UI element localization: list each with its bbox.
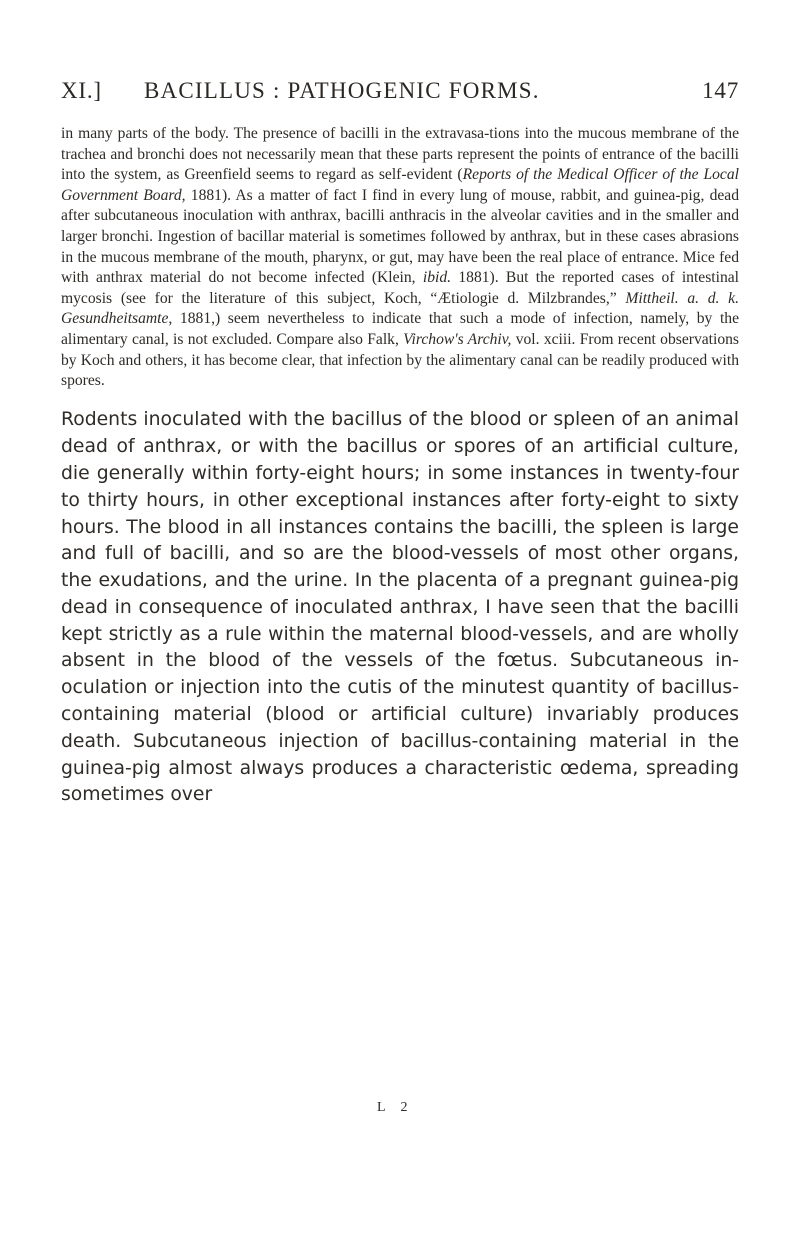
page-header (61, 74, 739, 114)
reference-mittheil: Mittheil. a. d. k. Gesundheitsamte, (61, 289, 739, 328)
chapter-number: XI.] (61, 78, 102, 103)
small-print-paragraph (61, 124, 739, 392)
reference-reports: Reports of the Medical Officer of the Local Government Board, (61, 166, 739, 204)
small-print-text-4: 1881,) seem nevertheless to indicate that such a mode of infection, namely, by the alimentary canal, is not excluded. Compare also Falk, (61, 310, 739, 348)
small-print-text-2: 1881). As a matter of fact I find in every lung of mouse, rabbit, and guinea-pig, dead after subcutaneous inoculation with anthrax, bacilli anthracis in the alveolar cavities and in the smaller and larger bronchi. Ingestion of bacillar material is sometimes followed by anthrax, but in these cases abrasions in the mucous membrane of the mouth, pharynx, or gut, may have been the real place of entrance. Mice fed with anthrax material do not become infected (Klein, (61, 186, 739, 287)
small-print-text-5: vol. xciii. From recent observations by Koch and others, it has become clear, that infection by the alimentary canal can be readily produced with spores. (61, 330, 739, 390)
page-number: 147 (702, 78, 739, 103)
small-print-text-3: 1881). But the reported cases of intestinal mycosis (see for the literature of this subject, Koch, “Ætiologie d. Milzbrandes,” (61, 269, 739, 307)
small-print-text-1: in many parts of the body. The presence of bacilli in the extravasa-tions into the mucous membrane of the trachea and bronchi does not necessarily mean that these parts represent the points of entrance of the bacilli into the system, as Greenfield seems to regard as self-evident ( (61, 125, 739, 184)
signature-mark: L 2 (377, 1100, 414, 1115)
main-paragraph: Rodents inoculated with the bacillus of the blood or spleen of an animal dead of anthrax, or with the bacillus or spores of an artificial culture, die generally within forty-eight hours; in some instances in twenty-four to thirty hours, in other exceptional instances after forty-eight to sixty hours. The blood in all instances contains the bacilli, the spleen is large and full of bacilli, and so are the blood-vessels of most other organs, the exudations, and the urine. In the placenta of a pregnant guinea-pig dead in consequence of inoculated anthrax, I have seen that the bacilli kept strictly as a rule within the maternal blood-vessels, and are wholly absent in the blood of the vessels of the fœtus. Subcutaneous in-oculation or injection into the cutis of the minutest quantity of bacillus-containing material (blood or artificial culture) invariably produces death. Subcutaneous injection of bacillus-containing material in the guinea-pig almost always produces a characteristic œdema, spreading sometimes over (61, 409, 739, 806)
reference-virchow: Virchow's Archiv, (403, 330, 512, 348)
running-title: BACILLUS : PATHOGENIC FORMS. (144, 78, 540, 103)
book-page (61, 74, 739, 828)
reference-ibid: ibid. (422, 269, 452, 287)
